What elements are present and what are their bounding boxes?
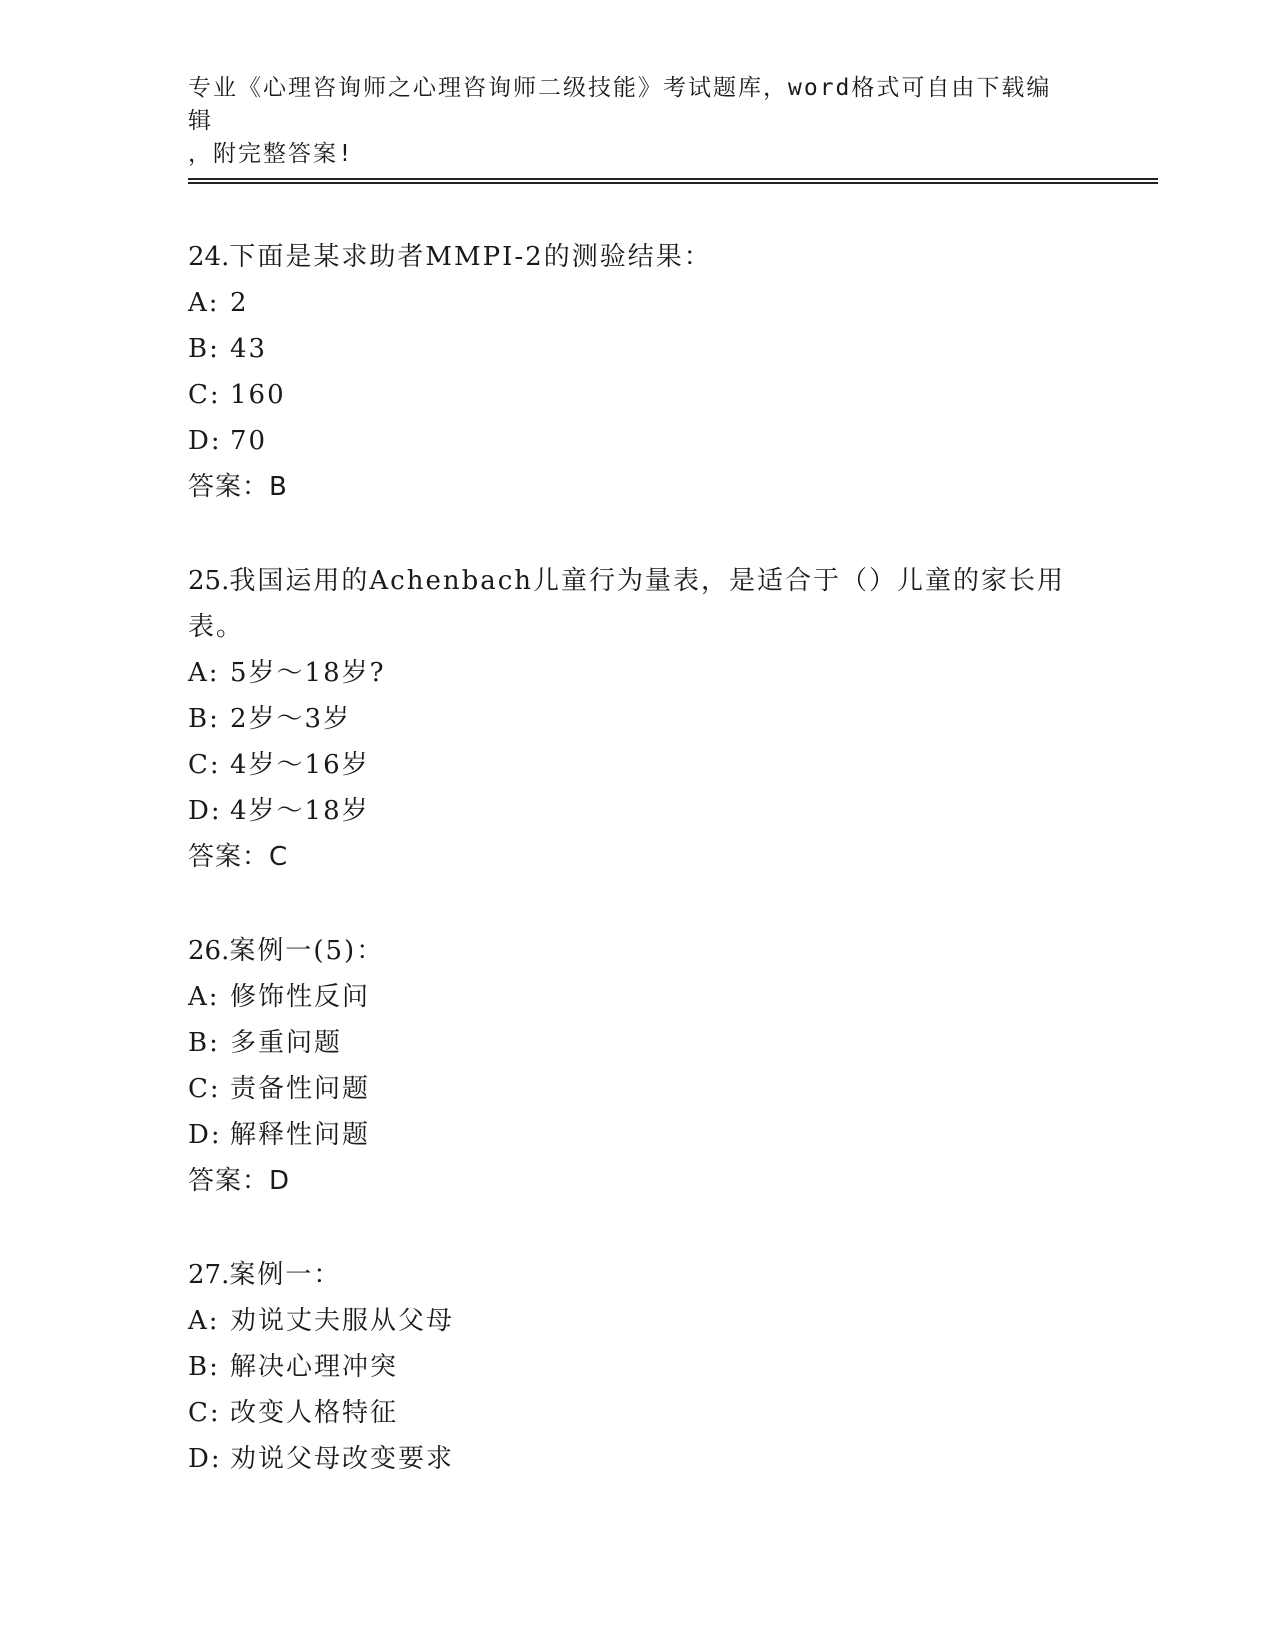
option-row: [188, 650, 1088, 696]
option-letter: B:: [188, 334, 220, 364]
question-text: 案例一(5)：: [229, 936, 385, 966]
option-text: 4岁～18岁: [230, 796, 370, 826]
question-text: 表。: [188, 612, 245, 642]
option-text: 修饰性反问: [230, 982, 371, 1012]
option-letter: D:: [188, 796, 222, 826]
option-row: [188, 280, 1088, 326]
answer-line: [188, 834, 1088, 880]
answer-value: D: [269, 1166, 291, 1196]
option-row: [188, 326, 1088, 372]
answer-line: [188, 464, 1088, 510]
option-letter: D:: [188, 426, 222, 456]
answer-label: 答案：: [188, 472, 270, 502]
option-row: [188, 696, 1088, 742]
option-letter: C:: [188, 1074, 221, 1104]
option-letter: C:: [188, 750, 221, 780]
question-text: 下面是某求助者MMPI-2的测验结果：: [229, 242, 712, 272]
option-letter: A:: [188, 658, 220, 688]
header-line-2: ，附完整答案!: [188, 141, 354, 167]
option-text: 解释性问题: [230, 1120, 371, 1150]
option-row: [188, 372, 1088, 418]
option-text: 责备性问题: [230, 1074, 371, 1104]
option-letter: D:: [188, 1444, 222, 1474]
option-row: [188, 742, 1088, 788]
question-stem: [188, 558, 1088, 604]
question-text: 我国运用的Achenbach儿童行为量表，是适合于（）儿童的家长用: [229, 566, 1066, 596]
option-letter: A:: [188, 1306, 220, 1336]
option-row: [188, 1066, 1088, 1112]
option-letter: C:: [188, 380, 221, 410]
option-row: [188, 1436, 1088, 1482]
question-block: [188, 928, 1088, 1204]
option-letter: C:: [188, 1398, 221, 1428]
option-row: [188, 1112, 1088, 1158]
option-letter: B:: [188, 1028, 220, 1058]
question-block: [188, 1252, 1088, 1482]
option-text: 5岁～18岁?: [230, 658, 386, 688]
question-stem: [188, 234, 1088, 280]
option-text: 劝说丈夫服从父母: [230, 1306, 455, 1336]
question-text: 案例一：: [229, 1260, 342, 1290]
question-number: 24.: [188, 242, 230, 272]
option-row: [188, 788, 1088, 834]
answer-label: 答案：: [188, 842, 270, 872]
document-header: [188, 72, 1068, 171]
option-letter: B:: [188, 704, 220, 734]
question-block: [188, 234, 1088, 510]
option-letter: B:: [188, 1352, 220, 1382]
option-letter: D:: [188, 1120, 222, 1150]
question-list: [188, 234, 1088, 1530]
option-row: [188, 418, 1088, 464]
option-text: 160: [230, 380, 286, 410]
answer-line: [188, 1158, 1088, 1204]
option-letter: A:: [188, 288, 220, 318]
question-stem: [188, 928, 1088, 974]
question-number: 25.: [188, 566, 230, 596]
option-text: 多重问题: [230, 1028, 343, 1058]
question-number: 26.: [188, 936, 230, 966]
question-stem: [188, 1252, 1088, 1298]
header-line-1: 专业《心理咨询师之心理咨询师二级技能》考试题库，word格式可自由下载编辑: [188, 75, 1052, 134]
option-text: 43: [230, 334, 268, 364]
answer-label: 答案：: [188, 1166, 270, 1196]
option-row: [188, 1298, 1088, 1344]
option-row: [188, 1020, 1088, 1066]
answer-value: C: [269, 842, 289, 872]
header-double-rule: [188, 178, 1158, 184]
option-row: [188, 1344, 1088, 1390]
option-text: 2岁～3岁: [230, 704, 352, 734]
option-text: 改变人格特征: [230, 1398, 399, 1428]
option-text: 2: [230, 288, 249, 318]
question-number: 27.: [188, 1260, 230, 1290]
answer-value: B: [269, 472, 288, 502]
option-text: 70: [230, 426, 268, 456]
option-text: 劝说父母改变要求: [230, 1444, 455, 1474]
option-text: 4岁～16岁: [230, 750, 370, 780]
question-block: [188, 558, 1088, 880]
option-row: [188, 974, 1088, 1020]
option-letter: A:: [188, 982, 220, 1012]
question-stem-continued: [188, 604, 1088, 650]
option-text: 解决心理冲突: [230, 1352, 399, 1382]
option-row: [188, 1390, 1088, 1436]
